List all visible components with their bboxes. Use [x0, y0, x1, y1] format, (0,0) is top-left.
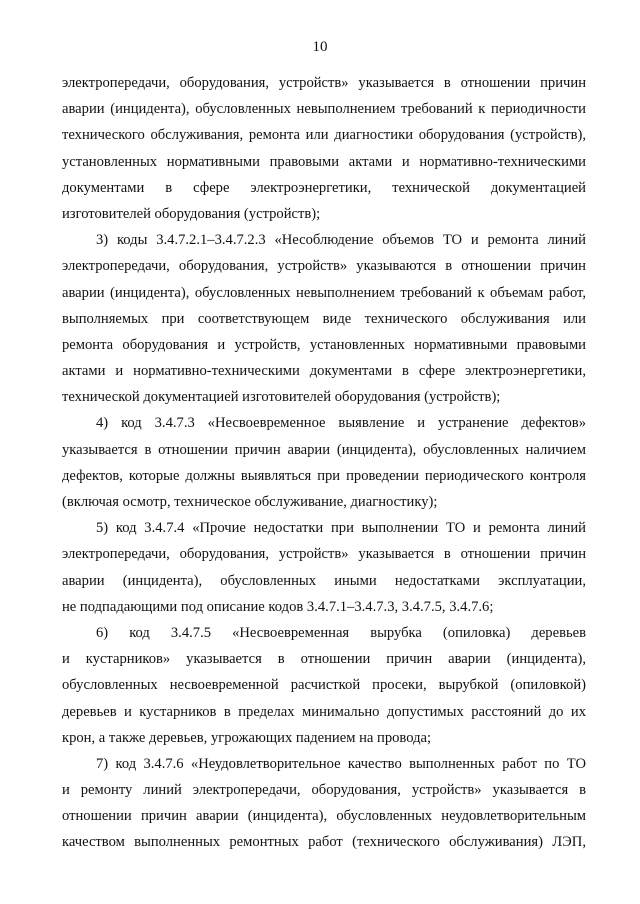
text-line: актами и нормативно-техническими документами в сфере электроэнергетики, — [62, 363, 586, 380]
text-line: аварии (инцидента), обусловленных невыполнением требований к периодичности — [62, 101, 586, 118]
text-line: качеством выполненных ремонтных работ (технического обслуживания) ЛЭП, — [62, 834, 586, 851]
text-line: и ремонту линий электропередачи, оборудования, устройств» указывается в — [62, 782, 586, 799]
text-line: электропередачи, оборудования, устройств» указываются в отношении причин — [62, 258, 586, 275]
page-number: 10 — [312, 39, 328, 55]
paragraph — [62, 410, 586, 515]
text-line: 3) коды 3.4.7.2.1–3.4.7.2.3 «Несоблюдение объемов ТО и ремонта линий — [96, 232, 586, 249]
text-line: выполняемых при соответствующем виде технического обслуживания или — [62, 310, 586, 327]
text-line: и кустарников» указывается в отношении причин аварии (инцидента), — [62, 651, 586, 668]
text-line: электропередачи, оборудования, устройств» указывается в отношении причин — [62, 546, 586, 563]
text-line: электропередачи, оборудования, устройств» указывается в отношении причин — [62, 75, 586, 91]
text-line: отношении причин аварии (инцидента), обусловленных неудовлетворительным — [62, 808, 586, 825]
text-line: деревьев и кустарников в пределах минимально допустимых расстояний до их — [62, 703, 586, 720]
text-line: крон, а также деревьев, угрожающих падением на провода; — [62, 729, 432, 746]
text-line: 7) код 3.4.7.6 «Неудовлетворительное качество выполненных работ по ТО — [96, 755, 586, 772]
paragraph — [62, 751, 586, 856]
paragraph — [62, 70, 586, 227]
document-body — [62, 70, 586, 856]
text-line: 4) код 3.4.7.3 «Несвоевременное выявление и устранение дефектов» — [96, 415, 586, 432]
text-line: 5) код 3.4.7.4 «Прочие недостатки при выполнении ТО и ремонта линий — [96, 520, 586, 537]
paragraph — [62, 515, 586, 620]
text-line: технического обслуживания, ремонта или диагностики оборудования (устройств), — [62, 127, 586, 144]
text-line: документами в сфере электроэнергетики, технической документацией — [62, 179, 586, 196]
text-line: дефектов, которые должны выявляться при проведении периодического контроля — [62, 467, 586, 484]
paragraph — [62, 227, 586, 410]
text-line: аварии (инцидента), обусловленных невыполнением требований к объемам работ, — [62, 284, 586, 301]
text-line: не подпадающими под описание кодов 3.4.7.1–3.4.7.3, 3.4.7.5, 3.4.7.6; — [62, 598, 494, 615]
text-line: обусловленных несвоевременной расчисткой просеки, вырубкой (опиловкой) — [62, 677, 586, 694]
text-line: установленных нормативными правовыми актами и нормативно-техническими — [62, 153, 586, 170]
text-line: указывается в отношении причин аварии (инцидента), обусловленных наличием — [62, 441, 586, 458]
text-line: изготовителей оборудования (устройств); — [62, 205, 321, 222]
text-line: технической документацией изготовителей оборудования (устройств); — [62, 389, 501, 406]
text-line: 6) код 3.4.7.5 «Несвоевременная вырубка (опиловка) деревьев — [96, 624, 586, 641]
paragraph — [62, 620, 586, 751]
text-line: ремонта оборудования и устройств, установленных нормативными правовыми — [62, 336, 586, 353]
text-line: (включая осмотр, техническое обслуживание, диагностику); — [62, 494, 438, 510]
text-line: аварии (инцидента), обусловленных иными недостатками эксплуатации, — [62, 572, 586, 589]
